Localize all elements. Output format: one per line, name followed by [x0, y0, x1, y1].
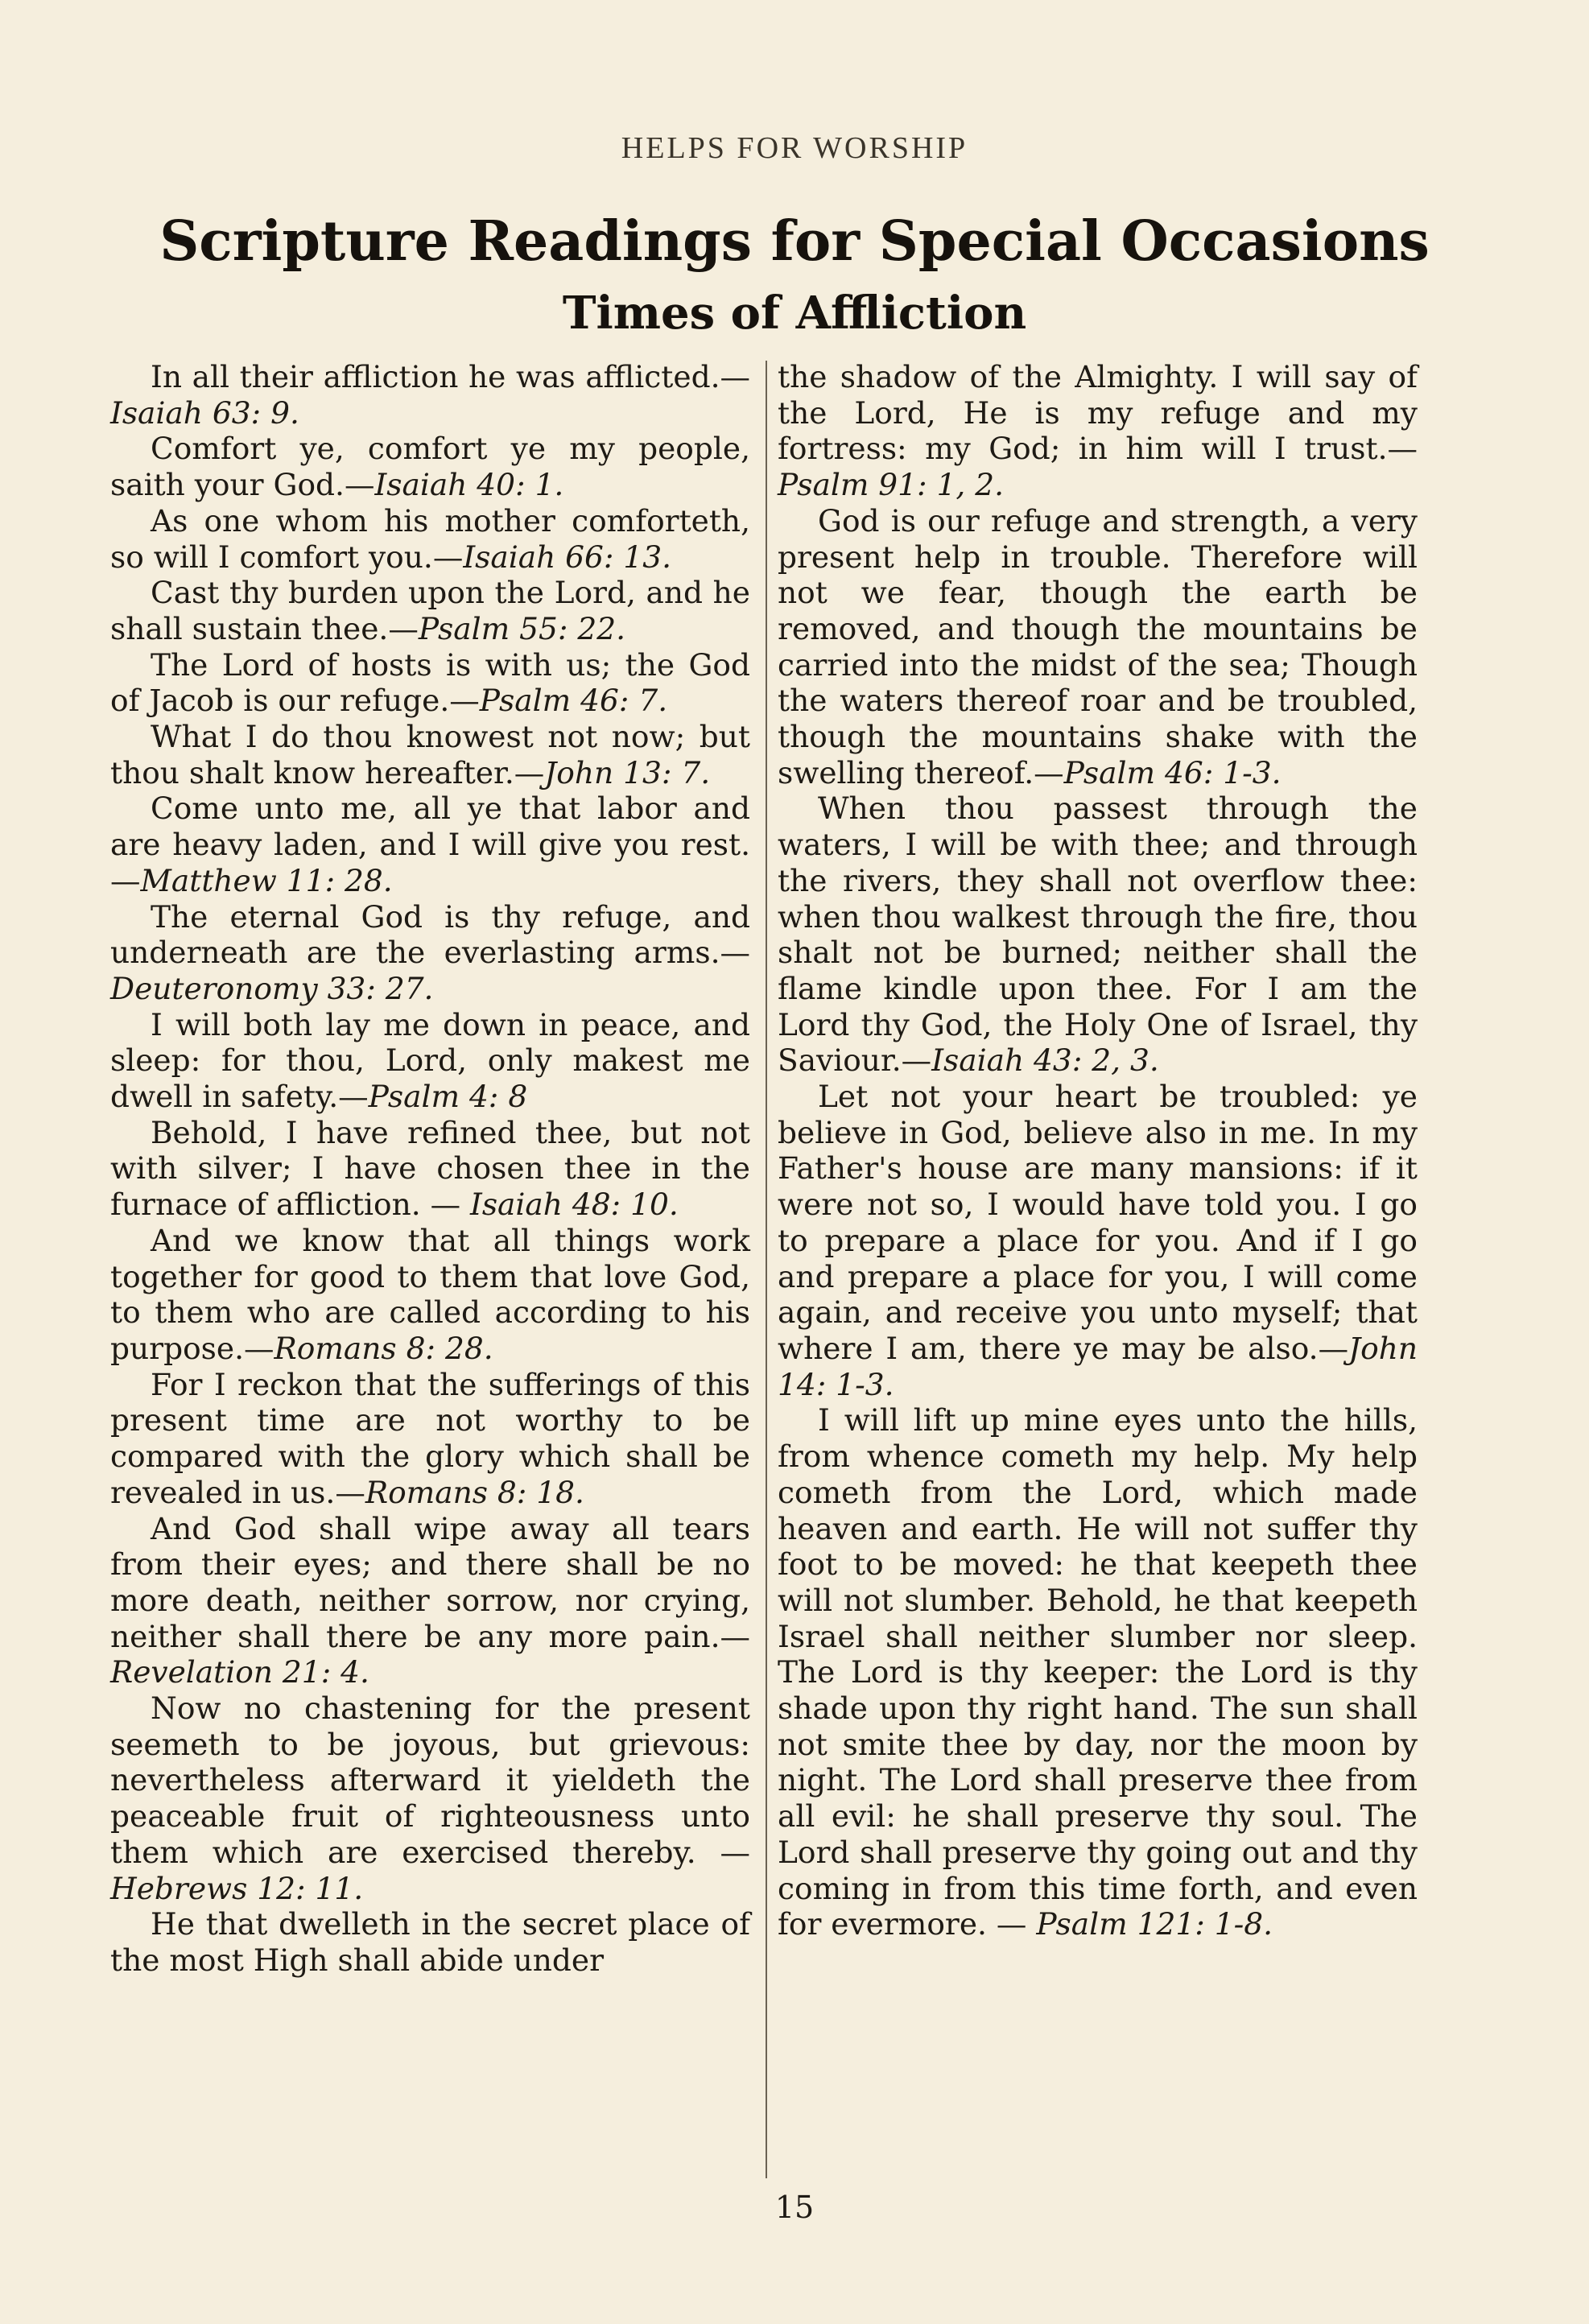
scripture-entry — [110, 790, 750, 898]
scripture-entry — [110, 719, 750, 790]
scripture-text: And God shall wipe away all tears from their eyes; and there shall be no more death, neither sorrow, nor crying, neither shall there be any more pain.— — [110, 1510, 750, 1654]
scripture-reference: Isaiah 66: 13. — [463, 539, 672, 575]
right-column — [778, 359, 1418, 1942]
scripture-entry — [110, 1511, 750, 1691]
scripture-entry — [110, 1367, 750, 1511]
scripture-reference: John 13: 7. — [544, 754, 711, 790]
scripture-reference: Matthew 11: 28. — [140, 862, 393, 898]
scripture-reference: Revelation 21: 4. — [110, 1654, 369, 1690]
scripture-text: In all their affliction he was afflicted.— — [151, 359, 750, 394]
scripture-text: What I do thou knowest not now; but thou shalt know hereafter.— — [110, 719, 750, 790]
scripture-text: Come unto me, all ye that labor and are heavy laden, and I will give you rest.— — [110, 790, 750, 898]
scripture-text: Cast thy burden upon the Lord, and he shall sustain thee.— — [110, 575, 750, 646]
scripture-reference: Hebrews 12: 11. — [110, 1870, 364, 1906]
scripture-entry — [110, 1690, 750, 1906]
scripture-reference: John 14: 1-3. — [778, 1330, 1418, 1402]
scripture-entry — [778, 359, 1418, 503]
scripture-text: Let not your heart be troubled: ye believe in God, believe also in me. In my Father's house are many mansions: if it were not so, I would have told you. I go to prepare a place for you. And if I go and prepare a place for you, I will come again, and receive you unto myself; that where I am, there ye may be also.— — [778, 1079, 1418, 1366]
column-divider — [766, 361, 767, 2178]
scripture-text: Now no chastening for the present seemeth to be joyous, but grievous: nevertheless afterward it yieldeth the peaceable fruit of righteousness unto them which are exercised thereby. — — [110, 1690, 750, 1870]
scripture-reference: Psalm 91: 1, 2. — [778, 467, 1005, 503]
scripture-reference: Deuteronomy 33: 27. — [110, 970, 434, 1006]
scripture-entry — [110, 503, 750, 575]
scripture-text: God is our refuge and strength, a very present help in trouble. Therefore will not we fear, though the earth be removed, and though the mountains be carried into the midst of the sea; Though the waters thereof roar and be troubled, though the mountains shake with the swelling thereof.— — [778, 502, 1418, 790]
scripture-reference: Isaiah 43: 2, 3. — [931, 1042, 1159, 1079]
scripture-reference: Psalm 46: 1-3. — [1063, 754, 1282, 790]
scripture-entry — [110, 575, 750, 646]
scripture-entry — [110, 1007, 750, 1115]
page-title: Scripture Readings for Special Occasions — [159, 209, 1430, 274]
scripture-entry — [110, 647, 750, 719]
scripture-text: The eternal God is thy refuge, and underneath are the everlasting arms.— — [110, 898, 750, 971]
scripture-entry — [110, 359, 750, 431]
scripture-entry — [778, 1402, 1418, 1942]
page-number: 15 — [774, 2190, 815, 2225]
scripture-entry — [778, 503, 1418, 791]
scripture-text: Behold, I have refined thee, but not with silver; I have chosen thee in the furnace of affliction. — — [110, 1114, 750, 1223]
scripture-entry — [778, 790, 1418, 1079]
scripture-entry — [110, 431, 750, 502]
running-head: HELPS FOR WORSHIP — [621, 131, 968, 165]
scripture-text: The Lord of hosts is with us; the God of Jacob is our refuge.— — [110, 646, 750, 719]
scripture-reference: Psalm 46: 7. — [479, 683, 668, 719]
scripture-text: Comfort ye, comfort ye my people, saith your God.— — [110, 431, 750, 503]
scripture-entry — [110, 1906, 750, 1978]
scripture-reference: Isaiah 48: 10. — [470, 1187, 679, 1223]
scripture-text: the shadow of the Almighty. I will say of the Lord, He is my refuge and my fortress: my God; in him will I trust.— — [778, 359, 1418, 467]
scripture-text: And we know that all things work together for good to them that love God, to them who are called according to his purpose.— — [110, 1222, 750, 1366]
scripture-entry — [110, 1115, 750, 1223]
scripture-reference: Psalm 121: 1-8. — [1036, 1906, 1273, 1942]
scripture-entry — [778, 1079, 1418, 1402]
scripture-reference: Psalm 55: 22. — [418, 610, 626, 646]
scripture-reference: Romans 8: 28. — [274, 1330, 493, 1366]
scripture-text: As one whom his mother comforteth, so will I comfort you.— — [110, 502, 750, 575]
left-column — [110, 359, 750, 1979]
scripture-text: I will lift up mine eyes unto the hills, from whence cometh my help. My help cometh from the Lord, which made heaven and earth. He will not suffer thy foot to be moved: he that keepeth thee will not slumber. Behold, he that keepeth Israel shall neither slumber nor sleep. The Lord is thy keeper: the Lord is thy shade upon thy right hand. The sun shall not smite thee by day, nor the moon by night. The Lord shall preserve thee from all evil: he shall preserve thy soul. The Lord shall preserve thy going out and thy coming in from this time forth, and even for evermore. — — [778, 1402, 1418, 1942]
scripture-entry — [110, 1223, 750, 1367]
scripture-reference: Isaiah 40: 1. — [374, 467, 564, 503]
scripture-text: I will both lay me down in peace, and sleep: for thou, Lord, only makest me dwell in safety.— — [110, 1006, 750, 1115]
scripture-text: He that dwelleth in the secret place of the most High shall abide under — [110, 1906, 750, 1978]
scripture-text: For I reckon that the sufferings of this present time are not worthy to be compared with the glory which shall be revealed in us.— — [110, 1366, 750, 1510]
scripture-entry — [110, 899, 750, 1007]
scripture-reference: Romans 8: 18. — [365, 1474, 584, 1510]
section-subtitle: Times of Affliction — [562, 287, 1027, 340]
scripture-text: When thou passest through the waters, I will be with thee; and through the rivers, they shall not overflow thee: when thou walkest through the fire, thou shalt not be burned; neither shall the flame kindle upon thee. For I am the Lord thy God, the Holy One of Israel, thy Saviour.— — [778, 790, 1418, 1079]
scripture-reference: Psalm 4: 8 — [368, 1079, 528, 1115]
scripture-reference: Isaiah 63: 9. — [110, 394, 299, 431]
